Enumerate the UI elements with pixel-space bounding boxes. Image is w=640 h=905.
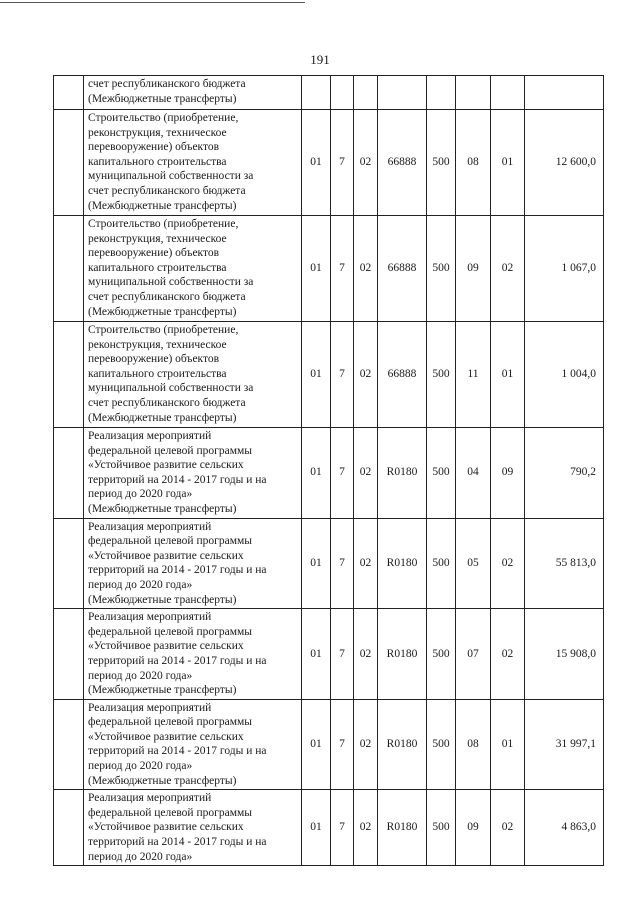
code-cell: 02 (354, 216, 378, 322)
code-cell: 04 (456, 428, 491, 519)
code-cell (302, 76, 331, 110)
code-cell: 07 (456, 609, 491, 700)
code-cell: 66888 (378, 110, 427, 216)
code-cell: 7 (331, 216, 354, 322)
row-number-cell (54, 518, 84, 609)
row-number-cell (54, 322, 84, 428)
code-cell (354, 76, 378, 110)
code-cell: 09 (456, 216, 491, 322)
table-row (54, 110, 604, 216)
code-cell: 01 (302, 790, 331, 866)
description-cell: счет республиканского бюджета (Межбюджетные трансферты) (84, 76, 302, 110)
code-cell: 09 (491, 428, 525, 519)
table-row (54, 76, 604, 110)
amount-cell: 1 004,0 (525, 322, 604, 428)
code-cell: 02 (354, 790, 378, 866)
description-cell: Строительство (приобретение, реконструкция, техническое перевооружение) объектов капитального строительства муниципальной собственности за счет республиканского бюджета (Межбюджетные трансферты) (84, 322, 302, 428)
code-cell: 500 (427, 322, 456, 428)
code-cell: 01 (302, 216, 331, 322)
code-cell: 500 (427, 609, 456, 700)
description-cell: Реализация мероприятий федеральной целевой программы «Устойчивое развитие сельских территорий на 2014 - 2017 годы и на период до 2020 года» (Межбюджетные трансферты) (84, 699, 302, 790)
amount-cell: 4 863,0 (525, 790, 604, 866)
budget-table (53, 75, 604, 866)
code-cell: 7 (331, 110, 354, 216)
table-row (54, 609, 604, 700)
code-cell: 500 (427, 518, 456, 609)
code-cell: 7 (331, 322, 354, 428)
code-cell: 02 (354, 518, 378, 609)
amount-cell: 15 908,0 (525, 609, 604, 700)
table-row (54, 699, 604, 790)
code-cell: 11 (456, 322, 491, 428)
code-cell: 02 (354, 699, 378, 790)
description-cell: Реализация мероприятий федеральной целевой программы «Устойчивое развитие сельских территорий на 2014 - 2017 годы и на период до 2020 года» (Межбюджетные трансферты) (84, 428, 302, 519)
code-cell: 08 (456, 110, 491, 216)
code-cell: R0180 (378, 518, 427, 609)
code-cell: 02 (354, 609, 378, 700)
code-cell: 7 (331, 428, 354, 519)
code-cell: 02 (491, 609, 525, 700)
code-cell (427, 76, 456, 110)
amount-cell: 12 600,0 (525, 110, 604, 216)
code-cell: 02 (491, 790, 525, 866)
page-number: 191 (310, 52, 330, 67)
code-cell: 66888 (378, 216, 427, 322)
code-cell: 01 (302, 322, 331, 428)
code-cell: 7 (331, 518, 354, 609)
row-number-cell (54, 76, 84, 110)
code-cell: 7 (331, 609, 354, 700)
code-cell: R0180 (378, 790, 427, 866)
code-cell: 7 (331, 699, 354, 790)
row-number-cell (54, 699, 84, 790)
table-row (54, 428, 604, 519)
code-cell: 500 (427, 428, 456, 519)
code-cell: 01 (491, 322, 525, 428)
code-cell: 02 (491, 216, 525, 322)
description-cell: Реализация мероприятий федеральной целевой программы «Устойчивое развитие сельских территорий на 2014 - 2017 годы и на период до 2020 года» (Межбюджетные трансферты) (84, 518, 302, 609)
code-cell: 66888 (378, 322, 427, 428)
code-cell: 09 (456, 790, 491, 866)
row-number-cell (54, 216, 84, 322)
table-row (54, 790, 604, 866)
code-cell: 02 (354, 428, 378, 519)
table-row (54, 518, 604, 609)
code-cell: R0180 (378, 428, 427, 519)
code-cell: 02 (354, 322, 378, 428)
code-cell: 01 (302, 609, 331, 700)
description-cell: Строительство (приобретение, реконструкция, техническое перевооружение) объектов капитального строительства муниципальной собственности за счет республиканского бюджета (Межбюджетные трансферты) (84, 216, 302, 322)
row-number-cell (54, 609, 84, 700)
code-cell: 7 (331, 790, 354, 866)
code-cell: 01 (491, 699, 525, 790)
code-cell: 500 (427, 699, 456, 790)
code-cell (331, 76, 354, 110)
description-cell: Реализация мероприятий федеральной целевой программы «Устойчивое развитие сельских территорий на 2014 - 2017 годы и на период до 2020 года» (84, 790, 302, 866)
table-row (54, 216, 604, 322)
code-cell: 02 (491, 518, 525, 609)
amount-cell (525, 76, 604, 110)
code-cell: 500 (427, 216, 456, 322)
amount-cell: 31 997,1 (525, 699, 604, 790)
code-cell (378, 76, 427, 110)
code-cell: 08 (456, 699, 491, 790)
amount-cell: 1 067,0 (525, 216, 604, 322)
code-cell: R0180 (378, 609, 427, 700)
amount-cell: 790,2 (525, 428, 604, 519)
code-cell: 500 (427, 790, 456, 866)
description-cell: Строительство (приобретение, реконструкция, техническое перевооружение) объектов капитального строительства муниципальной собственности за счет республиканского бюджета (Межбюджетные трансферты) (84, 110, 302, 216)
row-number-cell (54, 790, 84, 866)
code-cell: 01 (302, 110, 331, 216)
code-cell: 01 (491, 110, 525, 216)
code-cell: 05 (456, 518, 491, 609)
code-cell: 01 (302, 699, 331, 790)
code-cell: 02 (354, 110, 378, 216)
table-body (54, 76, 604, 866)
code-cell: 01 (302, 518, 331, 609)
row-number-cell (54, 428, 84, 519)
code-cell: 500 (427, 110, 456, 216)
description-cell: Реализация мероприятий федеральной целевой программы «Устойчивое развитие сельских территорий на 2014 - 2017 годы и на период до 2020 года» (Межбюджетные трансферты) (84, 609, 302, 700)
code-cell: R0180 (378, 699, 427, 790)
code-cell: 01 (302, 428, 331, 519)
table-row (54, 322, 604, 428)
code-cell (456, 76, 491, 110)
top-rule (0, 2, 305, 3)
amount-cell: 55 813,0 (525, 518, 604, 609)
code-cell (491, 76, 525, 110)
row-number-cell (54, 110, 84, 216)
